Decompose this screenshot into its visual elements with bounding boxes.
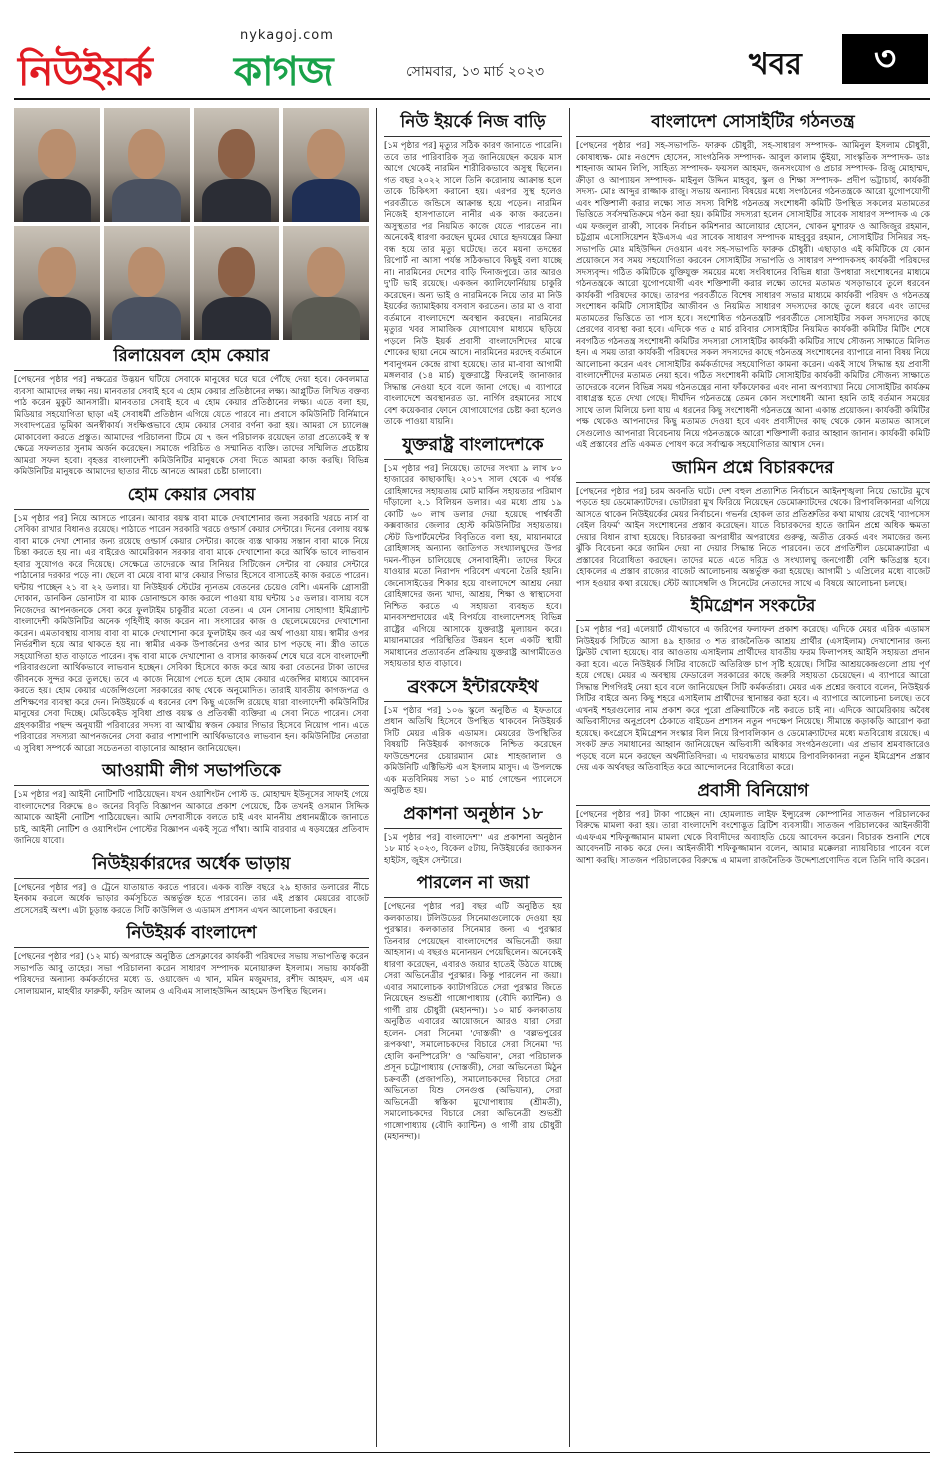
logo-text-left: নিউইয়র্ক <box>18 49 152 95</box>
article-headline[interactable]: ব্রংকসে ইন্টারফেইথ <box>384 677 562 702</box>
article-headline[interactable]: নিউ ইয়র্কে নিজ বাড়ি <box>384 112 562 137</box>
article <box>14 761 369 848</box>
logo-text-right: কাগজ <box>234 49 333 95</box>
article-headline[interactable]: নিউইয়র্কারদের অর্ধেক ভাড়ায় <box>14 854 369 879</box>
column-divider <box>376 108 377 1447</box>
masthead <box>14 28 930 95</box>
footer-rule <box>14 1452 930 1453</box>
column-middle <box>384 108 562 1449</box>
article-headline[interactable]: নিউইয়র্ক বাংলাদেশ <box>14 923 369 948</box>
article-body: [পেছনের পৃষ্ঠার পর] (১২ মার্চ) অপরাহ্নে অনুষ্ঠিত প্রেসক্লাবের কার্যকরী পরিষদের সভায় সভাপতিত্ব করেন সভাপতি আবু তাহের। সভা পরিচালনা করেন সাধারণ সম্পাদক মনোয়ারুল ইসলাম। সভায় কার্যকরী পরিষদের অন্যান্য কর্মকর্তাদের মধ্যে ড. ওয়াজেদ এ খান, মমিন মজুমদার, রশীদ আহমদ, এস এম সোলায়মান, মাহথীর ফারুকী, ফরিদ আলম ও এবিএম সালাহউদ্দিন আহমেদ উপস্থিত ছিলেন। <box>14 952 369 997</box>
article <box>576 112 930 452</box>
article-headline[interactable]: রিলায়েবল হোম কেয়ার <box>14 346 369 371</box>
article-body: [১ম পৃষ্ঠার পর] নিয়েছে। তাদের সংখ্যা ৯ লাখ ৮০ হাজারের কাছাকাছি। ২০১৭ সাল থেকে এ পর্যন্ত রোহিঙ্গাদের সহায়তায় মোট মার্কিন সহায়তার পরিমাণ দাঁড়ালো ২.১ বিলিয়ন ডলার। এর মধ্যে প্রায় ১৯ কোটি ৬০ লাখ ডলার দেয়া হয়েছে পার্শ্ববর্তী কক্সবাজার জেলার হোস্ট কমিউনিটির সহায়তায়। স্টেট ডিপার্টমেন্টের বিবৃতিতে বলা হয়, মায়ানমারে রোহিঙ্গাসহ অন্যান্য জাতিগত সংখ্যালঘুদের উপর দমন-পীড়ন চালিয়েছে সেনাবাহিনী। তাদের ফিরে যাওয়ার মতো নিরাপদ পরিবেশ এখনো তৈরি হয়নি। জেনোসাইডের শিকার হয়ে বাংলাদেশে আশ্রয় নেয়া রোহিঙ্গাদের জন্য খাদ্য, আশ্রয়, শিক্ষা ও স্বাস্থ্যসেবা নিশ্চিত করতে এ সহায়তা ব্যবহৃত হবে। মানবসম্প্রদায়ের এই বিপর্যয়ে বাংলাদেশসহ বিভিন্ন রাষ্ট্রের এগিয়ে আসাকে যুক্তরাষ্ট্র মূল্যায়ন করে। মায়ানমারের পরিস্থিতির উন্নয়ন হলে একটি স্থায়ী সমাধানের প্রত্যাবর্তন প্রক্রিয়ায় যুক্তরাষ্ট্র আগামীতেও সহায়তার হাত বাড়াবে। <box>384 463 562 669</box>
portrait-photo <box>104 108 190 222</box>
portrait-photo <box>283 108 369 222</box>
masthead-rule <box>14 98 930 100</box>
article <box>576 596 930 775</box>
section-name: খবর <box>749 47 802 82</box>
article-body: [১ম পৃষ্ঠার পর] মৃত্যুর সঠিক কারণ জানাতে পারেনি। তবে তার পারিবারিক সূত্র জানিয়েছেন কয়েক মাস আগে থেকেই নারমিন শারীরিকভাবে অসুস্থ ছিলেন। গত বছর ২০২২ সালে তিনি করোনায় আক্রান্ত হলে তাকে চিকিৎসা করানো হয়। এরপর সুস্থ হলেও পরবর্তীতে জন্ডিসে আক্রান্ত হয়ে পড়েন। নারমিন নিজেই হাসপাতালে নানীর এক কাজ করতেন। অসুস্থতার পর নিয়মিত কাজে যেতে পারতেন না। অনেকেই ধারণা করছেন ঘুমের ঘোরে হৃদযন্ত্রের ক্রিয়া বন্ধ হয়ে তার মৃত্যু ঘটেছে। তবে ময়না তদন্তের রিপোর্ট না আসা পর্যন্ত সঠিকভাবে কিছুই বলা যাচ্ছে না। নারমিনের দেশের বাড়ি দিনাজপুরে। তার আরও দু'টি ভাই রয়েছে। একজন ক্যালিফোর্নিয়ায় চাকুরি করেছেন। অন্য ভাই ও নারমিনকে নিয়ে তার মা নিউ ইয়র্কের জ্যামাইকায় বসবাস করতেন। তার মা ও বাবা বর্তমানে বাংলাদেশে অবস্থান করছেন। নারমিনের মৃত্যুর খবর সামাজিক যোগাযোগ মাধ্যমে ছড়িয়ে পড়লে নিউ ইয়র্ক প্রবাসী বাংলাদেশিদের মাঝে শোকের ছায়া নেমে আসে। নারমিনের মরদেহ বর্তমানে শবানুগমন কেন্দ্রে রাখা হয়েছে। তার মা-বাবা আগামী মঙ্গলবার (১৪ মার্চ) যুক্তরাষ্ট্রে ফিরলেই জানাজার সিদ্ধান্ত নেওয়া হবে বলে জানা গেছে। এ ব্যাপারে বাংলাদেশে অবস্থানরত ডা. নার্গিস রহমানের সাথে বেশ কয়েকবার ফোনে যোগাযোগের চেষ্টা করা হলেও তাকে পাওয়া যায়নি। <box>384 141 562 427</box>
portrait-photo <box>14 108 100 222</box>
column-divider <box>569 108 570 1447</box>
article <box>14 854 369 918</box>
article-body: [পেছনের পৃষ্ঠার পর] টাকা পাচ্ছেন না। হোমল্যান্ড লাইফ ইন্স্যুরেন্স কোম্পানির সাতজন পরিচালকের বিরুদ্ধে মামলা করা হয়। তারা বাংলাদেশি বংশোদ্ভূত ব্রিটিশ ব্যবসায়ী। সাতজন পরিচালকের আইনজীবী এএফএম শফিকুজ্জামান মামলা থেকে বিবাদীদের অব্যাহতি চেয়ে আবেদন করেন। বিচারক শুনানি শেষে আবেদনটি নাকচ করে দেন। আইনজীবী শফিকুজ্জামান বলেন, আমার মক্কেলরা ন্যায়বিচার পাবেন বলে আশা করছি। সাতজন পরিচালকের বিরুদ্ধে এ মামলা রাজনৈতিক উদ্দেশ্যপ্রণোদিত বলে তিনি দাবি করেন। <box>576 809 930 866</box>
portrait-photo <box>283 226 369 340</box>
article-headline[interactable]: ইমিগ্রেশন সংকটের <box>576 596 930 621</box>
page-number: ৩ <box>842 34 928 84</box>
article-body: [পেছনের পৃষ্ঠার পর] বছর এটি অনুষ্ঠিত হয় কলকাতায়। টলিউডের সিনেমাগুলোকে দেওয়া হয় পুরস্কার। কলকাতার সিনেমার জন্য এ পুরস্কার তিনবার পেয়েছেন বাংলাদেশের অভিনেত্রী জয়া আহসান। এ বছরও মনোনয়ন পেয়েছিলেন। অনেকেই ধারণা করেছেন, এবারও জয়ার হাতেই উঠতে যাচ্ছে সেরা অভিনেত্রীর পুরস্কার। কিন্তু পারলেন না জয়া। এবার সমালোচক ক্যাটাগরিতে সেরা পুরস্কার জিতে নিয়েছেন শুভশ্রী গাঙ্গোপাধ্যায় (বৌদি ক্যান্টিন) ও গার্গী রায় চৌধুরী (মহানন্দা)। ১০ মার্চ কলকাতায় অনুষ্ঠিত এবারের আয়োজনে আরও যারা সেরা হলেন- সেরা সিনেমা 'দোস্তজী' ও 'বল্লভপুরের রূপকথা', সমালোচকদের বিচারে সেরা সিনেমা 'দ্য হোলি কনস্পিরেসি' ও 'অভিযান', সেরা পরিচালক প্রসূন চট্টোপাধ্যায় (দোস্তজী), সেরা অভিনেতা মিঠুন চক্রবর্তী (প্রজাপতি), সমালোচকদের বিচারে সেরা অভিনেতা যিশু সেনগুপ্ত (অভিযান), সেরা অভিনেত্রী স্বস্তিকা মুখোপাধ্যায় (শ্রীমতী), সমালোচকদের বিচারে সেরা অভিনেত্রী শুভশ্রী গাঙ্গোপাধ্যায় (বৌদি ক্যান্টিন) ও গার্গী রায় চৌধুরী (মহানন্দা)। <box>384 902 562 1142</box>
portrait-photo <box>104 226 190 340</box>
article-body: [১ম পৃষ্ঠার পর] আইনী নোটিশটি পাঠিয়েছেন। যখন ওয়াশিংটন পোস্ট ড. মোহাম্মদ ইউনূসের সাফাই গেয়ে বাংলাদেশের বিরুদ্ধে ৪০ জনের বিবৃতি বিজ্ঞাপন আকারে প্রকাশ পেয়েছে, ঠিক তখনই ওসমান সিদ্দিক আমাকে আইনী নোটিশ পাঠিয়েছেন। আমি দেশবাসীকে বলতে চাই এবং মাননীয় প্রধানমন্ত্রীকে জানাতে চাই, আইনী নোটিশ ও ওয়াশিংটন পোস্টের বিজ্ঞাপন একই সূত্রে গাঁথা। আমি বারবার এ ষড়যন্ত্রের প্রতিবাদ জানিয়ে যাবো। <box>14 790 369 846</box>
newspaper-logo[interactable] <box>18 28 398 95</box>
article-headline[interactable]: হোম কেয়ার সেবায় <box>14 485 369 510</box>
article-headline[interactable]: বাংলাদেশ সোসাইটির গঠনতন্ত্র <box>576 112 930 137</box>
article <box>14 346 369 479</box>
article <box>576 458 930 591</box>
article-body: [পেছনের পৃষ্ঠার পর] সহ-সভাপতি- ফারুক চৌধুরী, সহ-সাধারণ সম্পাদক- আমিনুল ইসলাম চৌধুরী, কোষাধ্যক্ষ- মোঃ নওশেদ হোসেন, সাংগঠনিক সম্পাদক- আবুল কালাম ভুঁইয়া, সাংস্কৃতিক সম্পাদক- ডাঃ শাহনাজ আমন লিপি, সাহিত্য সম্পাদক- ফয়সল আহমদ, জনসংযোগ ও প্রচার সম্পাদক- রিজু মোহাম্মদ, ক্রীড়া ও আপ্যায়ন সম্পাদক- মাইনুল উদ্দিন মাহবুব, স্কুল ও শিক্ষা সম্পাদক- প্রদীপ ভট্টাচার্য, কার্যকরী সদস্য- মোঃ আব্দুর রাজ্জাক রাজু। সভায় অন্যান্য বিষয়ের মধ্যে সংগঠনের গঠনতন্ত্রকে আরো যুগোপযোগী এবং শক্তিশালী করার লক্ষ্যে সাত সদস্য বিশিষ্ট গঠনতন্ত্র সংশোধনী কমিটি উপস্থিত সকলের মতামতের ভিত্তিতে সর্বসম্মতিক্রমে গঠন করা হয়। কমিটির সদস্যরা হলেন সোসাইটির সাবেক সাধারণ সম্পাদক এ কে এম ফজলুল রাব্বী, সাবেক নির্বাচন কমিশনার আলোয়ার হোসেন, খোকন মুশারফ ও আজিজুর রহমান, চট্টগ্রাম এসোসিয়েশন ইউএসএ এর সাবেক সাধারণ সম্পাদক মাহবুবুর রহমান, সোসাইটির সিনিয়র সহ-সভাপতি মোঃ মহিউদ্দিন দেওয়ান এবং সহ-সভাপতি ফারুক চৌধুরী। এছাড়াও এই কমিটিকে যে কোন প্রয়োজনে সব সময় সহযোগিতা করবেন সোসাইটির সভাপতি ও সাধারণ সম্পাদকসহ কার্যকরী পরিষদের সদস্যবৃন্দ। গঠিত কমিটিকে যুক্তিযুক্ত সময়ের মধ্যে সংবিধানের বিভিন্ন ধারা উপধারা সংশোধনের মাধ্যমে গঠনতন্ত্রকে আরো যুগোপযোগী এবং শক্তিশালী করার লক্ষ্যে তাদের মতামত খসড়াভাবে তুলে ধরবেন কার্যকরী পরিষদের কাছে। তারপর পরবর্তীতে বিশেষ সাধারণ সভার মাধ্যমে কার্যকরী পরিষদ ও গঠনতন্ত্র সংশোধন কমিটি সোসাইটির আজীবন ও নিয়মিত সাধারণ সদস্যদের কাছে তুলে ধরবে এবং তাদের মতামতের ভিত্তিতে তা পাস হবে। সংশোধিত গঠনতন্ত্রটি পরবর্তীতে সোসাইটির সকল সদস্যদের কাছে প্রেরণের ব্যবস্থা করা হবে। এদিকে গত ৫ মার্চ রবিবার সোসাইটির নিয়মিত কার্যকরী কমিটির মিটিং শেষে নবগঠিত গঠনতন্ত্র সংশোধনী কমিটির সদস্যরা সোসাইটির কার্যকরী কমিটির সাথে সৌজন্য সাক্ষাতে মিলিত হন। এ সময় তারা কার্যকরী পরিষদের সকল সদস্যদের কাছে গঠনতন্ত্র সংশোধনের ব্যাপারে নানা বিষয় নিয়ে আলোচনা করেন এবং সোসাইটির কর্মকর্তাদের সহযোগিতা কামনা করেন। একই সাথে সিদ্ধান্ত হয় প্রবাসী বাংলাদেশীদের মতামত নেয়া হবে। গঠিত সংশোধনী কমিটি সোসাইটির কার্যকরী কমিটির সৌজন্য সাক্ষাতে তাদেরকে বলেন বিভিন্ন সময় গঠনতন্ত্রের নানা ফাঁকফোকর এবং নানা অপব্যাখ্যা নিয়ে সোসাইটির কার্যক্রম বাধাগ্রস্ত হতে দেখা গেছে। দীর্ঘদিন গঠনতন্ত্রে তেমন কোন সংশোধনী আনা হয়নি তাই বর্তমান সময়ের সাথে তাল মিলিয়ে চলা যায় এ ধরনের কিছু সংশোধনী গঠনতন্ত্রে আনা একান্ত প্রয়োজন। কার্যকরী কমিটির পক্ষ থেকেও আপনাদের কিছু মতামত দেওয়া হবে এবং প্রবাসীদের কাছ থেকে কোন মতামত আসলে সেগুলোও আপনারা বিবেচনায় নিয়ে গঠনতন্ত্রকে আরো শক্তিশালী করার আহ্বান জানান। কার্যকরী কমিটি এই প্রস্তাবের প্রতি একমত পোষণ করে সর্বাত্মক সহযোগিতার আশ্বাস দেন। <box>576 141 930 450</box>
portrait-photo <box>194 226 280 340</box>
article <box>384 435 562 671</box>
article-headline[interactable]: আওয়ামী লীগ সভাপতিকে <box>14 761 369 786</box>
article-headline[interactable]: প্রবাসী বিনিয়োগ <box>576 781 930 806</box>
article-headline[interactable]: প্রকাশনা অনুষ্ঠান ১৮ <box>384 804 562 829</box>
article-headline[interactable]: পারলেন না জয়া <box>384 873 562 898</box>
article-body: [১ম পৃষ্ঠার পর] এলেয়ার্ট যৌথভাবে এ জরিপের ফলাফল প্রকাশ করেছে। এদিকে মেয়র এরিক এডামস নিউইয়র্ক সিটিতে আসা ৪৯ হাজার ৩ শত রাজনৈতিক আশ্রয় প্রার্থীর (এসাইলাম) দেখাশোনার জন্য ফ্লিউট খোলা হয়েছে। বার আওতায় এসাইলাম প্রার্থীদের যাবতীয় ফরম ফিলাপসহ আইনি সহায়তা প্রদান করা হবে। এতে নিউইয়র্ক সিটির বাজেটে অতিরিক্ত চাপ সৃষ্টি হয়েছে। সিটির আশ্রয়কেন্দ্রগুলো প্রায় পূর্ণ হয়ে গেছে। মেয়র এ অবস্থায় ফেডারেল সরকারের কাছে জরুরি সহায়তা চেয়েছেন। এ ব্যাপারে আরো সিদ্ধান্ত শিগগিরই নেয়া হবে বলে জানিয়েছেন সিটি কর্মকর্তারা। মেয়র এক প্রশ্নের জবাবে বলেন, নিউইয়র্ক সিটির বাইরে অন্য কিছু শহরে এসাইলাম প্রার্থীদের স্থানান্তর করা হবে। এ ব্যাপারে আলোচনা চলছে। তবে এখনই শহরগুলোর নাম প্রকাশ করে পুরো প্রক্রিয়াটিকে নষ্ট করতে চাই না। এদিকে আমেরিকায় অবৈধ অভিবাসীদের অনুপ্রবেশ ঠেকাতে বাইডেন প্রশাসন নতুন পদক্ষেপ নিয়েছে। সীমান্তে কড়াকড়ি আরোপ করা হয়েছে। কংগ্রেসে ইমিগ্রেশন সংস্কার বিল নিয়ে রিপাবলিকান ও ডেমোক্র্যাটদের মধ্যে মতবিরোধ রয়েছে। এ সংকট দ্রুত সমাধানের আহ্বান জানিয়েছেন অভিবাসী অধিকার সংগঠনগুলো। এর প্রভাব শ্রমবাজারেও পড়ছে বলে মনে করছেন অর্থনীতিবিদরা। এ দায়বদ্ধতার মাধ্যমে রিপাবলিকানরা নতুন ইমিগ্রেশন প্রস্তাব দেয় এক অর্থবছর অতিবাহিত করে আন্দোলনের বিরোধিতা করে। <box>576 625 930 773</box>
photo-grid <box>14 108 369 340</box>
article <box>384 873 562 1144</box>
column-right <box>576 108 930 1449</box>
logo-url: nykagoj.com <box>240 28 334 43</box>
article-headline[interactable]: জামিন প্রশ্নে বিচারকদের <box>576 458 930 483</box>
article <box>384 677 562 798</box>
article-body: [১ম পৃষ্ঠার পর] ১০৬ স্কুলে অনুষ্ঠিত এ ইফতারে প্রধান অতিথি হিসেবে উপস্থিত থাকবেন নিউইয়র্ক সিটি মেয়র এরিক এডামস। মেয়রের উপস্থিতির বিষয়টি নিউইয়র্ক কাগজকে নিশ্চিত করেছেন ফাউন্ডেশনের চেয়ারম্যান মোঃ শাহজালাল ও কমিউনিটি এক্টিভিস্ট এস ইসলাম মাসুদ। এ উপলক্ষে এক মতবিনিময় সভা ১০ মার্চ গোল্ডেন প্যালেসে অনুষ্ঠিত হয়। <box>384 705 562 796</box>
article-body: [১ম পৃষ্ঠার পর] নিয়ে আসতে পারেন। আবার বয়স্ক বাবা মাকে দেখাশোনার জন্য সরকারি খরচে নার্স বা সেবিকা রাখার বিধানও রয়েছে। পাঠাতে পারেন সরকারি খরচে ওল্ডার্স কেয়ার সেন্টারে। দিনের বেলায় বয়স্ক বাবা মাকে দেখা শোনার জন্য রয়েছে ওল্ডার্স কেয়ার সেন্টার। কাজে ব্যস্ত থাকায় সন্তান বাবা মাকে নিয়ে চিন্তা করতে হয় না। এর বাইরেও আমেরিকান সরকার বাবা মাকে দেখাশোনা করে আর্থিক ভাবে লাভবান হবার সুযোগও করে দিয়েছে। সেক্ষেত্রে তাদেরকে আর সিনিয়র সিটিজেন সেন্টার বা কেয়ার সেন্টারে পাঠানোর দরকার পড়ে না। ছেলে বা মেয়ে বাবা মা'র কেয়ার গিভার হিসেবে বাসাতেই কাজ করতে পারেন। ঘন্টায় পাচ্ছেন ২১ বা ২২ ডলার। যা নিউইয়র্ক স্টেটের ন্যূনতম বেতনের চেয়েও বেশি। এমনকি গ্রোসারী দোকান, ডানকিন ডোনাটস বা ম্যাক ডোনাল্ডসে কাজ করলে পাওয়া যায় ঘন্টায় ১৫ ডলার। বাসায় বসে নিজেদের আপনজনকে সেবা করে ফুলটাইম চাকুরীর মতো বেতন। এ যেন সোনায় সোহাগা! ইমিগ্র্যান্ট বাংলাদেশী কমিউনিটির অনেক গৃহিণীই কাজ করেন না। সংসারের কাজ ও ছেলেমেয়েদের দেখাশোনা করেন। এমতাবস্থায় বাসায় বাবা বা মাকে দেখাশোনা করে ফুলটাইম জব এর অর্থ পাওয়া যায়। স্বামীর ওপর নির্ভরশীল হয়ে আর থাকতে হয় না। স্বামীর একক উপার্জনের ওপর আর চাপ পড়ছে না। স্ত্রীও তাতে সহযোগিতা হাত বাড়াতে পারেন। বৃদ্ধ বাবা মাকে দেখাশোনা ও বাসার কাজকর্ম শেষে ঘরে বসে বাংলাদেশী পরিবারগুলো আর্থিকভাবে লাভবান হচ্ছেন। সেবিকা হিসেবে কাজ করে আয় করা বেতনের টাকা তাদের জীবনকে সুন্দর করে তুলছে। তবে এ কাজে নিয়োগ পেতে হলে হোম কেয়ার এজেন্সির মাধ্যমে আবেদন করতে হয়। হোম কেয়ার এজেন্সিগুলো সরকারের কাছ থেকে অনুমোদিত। তারাই যাবতীয় কাগজপত্র ও প্রশিক্ষণের ব্যবস্থা করে দেন। নিউইয়র্কে এ ধরনের বেশ কিছু এজেন্সি রয়েছে যারা বাংলাদেশী কমিউনিটির মানুষের সেবা দিচ্ছে। মেডিকেইড সুবিধা প্রাপ্ত বয়স্ক ও প্রতিবন্ধী ব্যক্তিরা এ সেবা নিতে পারেন। সেবা গ্রহণকারীর পছন্দ অনুযায়ী পরিবারের সদস্য বা আত্মীয় স্বজন কেয়ার গিভার হিসেবে নিয়োগ পান। এতে পরিবারের সদস্যরা আপনজনের সেবা করার পাশাপাশি আর্থিকভাবেও লাভবান হন। কমিউনিটির নেতারা এ সুবিধা সম্পর্কে আরো সচেতনতা বাড়ানোর আহ্বান জানিয়েছেন। <box>14 513 369 754</box>
article-body: [পেছনের পৃষ্ঠার পর] নক্ষত্রের উদ্ভয়ন ঘটিয়ে সেবাকে মানুষের ঘরে ঘরে পৌঁছে দেয়া হবে। কেবলমাত্র ব্যবসা আমাদের লক্ষ্য নয়। মানবতার সেবাই হবে এ হোম কেয়ার প্রতিষ্ঠানের লক্ষ্য। আপ্লুটিত লিখিত বক্তব্য পাঠ করেন মুকুট আনসারী। মানবতার সেবাই হবে এ হোম কেয়ার প্রতিষ্ঠানের লক্ষ্য। এতে বলা হয়, মিডিয়ার সহযোগিতা ছাড়া এই সেবাধর্মী প্রতিষ্ঠান এগিয়ে যেতে পারবে না। প্রবাসে কমিউনিটি বির্নিমানে সংবাদপত্রের ভূমিকা অনস্বীকার্য। সংক্ষিপ্তভাবে হোম কেয়ার সেবার বর্ণনা করা হয়। আমরা সে চ্যালেঞ্জ মোকাবেলা করতে প্রস্তুত। আমাদের পরিচালনা টিমে যে ৭ জন পরিচালক রয়েছেন তারা প্রত্যেকেই স্ব স্ব ক্ষেত্রে সফলতার সুনাম অর্জন করেছেন। সমাজে পরিচিত ও সম্মানিত ব্যক্তি। তাদের সম্মিলিত প্রচেষ্টায় আমরা সফল হবো। বৃহত্তর বাংলাদেশী কমিউনিটির মানুষকে সেবা দিতে আমরা কাজ করছি। বিভিন্ন কমিউনিটির মানুষকে আমাদের ছাতার নীচে আনতে আমরা চেষ্টা চালাবো। <box>14 375 369 477</box>
article <box>384 804 562 868</box>
article-body: [পেছনের পৃষ্ঠার পর] চরম অবনতি ঘটে। দেশ বহুল প্রত্যাশিত নির্বাচনে আইনশৃঙ্খলা নিয়ে ভোটের মুখে পড়তে হয় ডেমোক্র্যাটদের। ভোটাররা মুখ ফিরিয়ে নিয়েছেন ডেমোক্র্যাটদের থেকে। রিপাবলিকানরা এগিয়ে আসতে থাকেন নিউইয়র্কের মেয়র নির্বাচনে। গভর্নর হোকল তার প্রতিশ্রুতির কথা মাথায় রেখেই 'ব্যাপসেস বেইল রিফর্ম' আইন সংশোধনের প্রস্তাব করেছেন। যাতে বিচারকদের হাতে জামিন প্রশ্নে অধিক ক্ষমতা দেয়ার বিধান রাখা হয়েছে। বিচারকরা অপরাধীর অপরাধের গুরুত্ব, অতীত রেকর্ড এবং সমাজের জন্য ঝুঁকি বিবেচনা করে জামিন দেয়া না দেয়ার সিদ্ধান্ত নিতে পারবেন। তবে প্রগতিশীল ডেমোক্র্যাটরা এ প্রস্তাবের বিরোধিতা করছেন। তাদের মতে এতে দরিদ্র ও সংখ্যালঘু জনগোষ্ঠী বেশি ক্ষতিগ্রস্ত হবে। হোকলের এ প্রস্তাব রাজ্যের বাজেট আলোচনায় অন্তর্ভুক্ত করা হয়েছে। আগামী ১ এপ্রিলের মধ্যে বাজেট পাস হওয়ার কথা রয়েছে। স্টেট অ্যাসেম্বলি ও সিনেটের নেতাদের সাথে এ বিষয়ে আলোচনা চলছে। <box>576 486 930 589</box>
article-body: [১ম পৃষ্ঠার পর] বাংলাদেশ'' এর প্রকাশনা অনুষ্ঠান ১৮ মার্চ ২০২৩, বিকেল ৫টায়, নিউইয়র্কের জ্যাকসন হাইটস, জুইস সেন্টারে। <box>384 832 562 866</box>
article <box>14 485 369 756</box>
article-headline[interactable]: যুক্তরাষ্ট্র বাংলাদেশকে <box>384 435 562 460</box>
article-body: [পেছনের পৃষ্ঠার পর] ও ট্রেনে যাতায়াত করতে পারবে। একক ব্যক্তি বছরে ২৯ হাজার ডলারের নীচে ইনকাম করলে অর্ধেক ভাড়ার কর্মসূচিতে অন্তর্ভুক্ত হতে পারবেন। তার এই প্রস্তাব মেয়রের বাজেট প্রসেসেরই অংশ। এটা চূড়ান্ত করতে সিটি কাউন্সিল ও এডামস প্রশাসন এখন আলোচনা করছেন। <box>14 882 369 916</box>
article <box>14 923 369 998</box>
portrait-photo <box>14 226 100 340</box>
column-left <box>14 108 369 1449</box>
article <box>384 112 562 429</box>
article <box>576 781 930 868</box>
issue-date: সোমবার, ১৩ মার্চ ২০২৩ <box>406 64 545 80</box>
portrait-photo <box>194 108 280 222</box>
